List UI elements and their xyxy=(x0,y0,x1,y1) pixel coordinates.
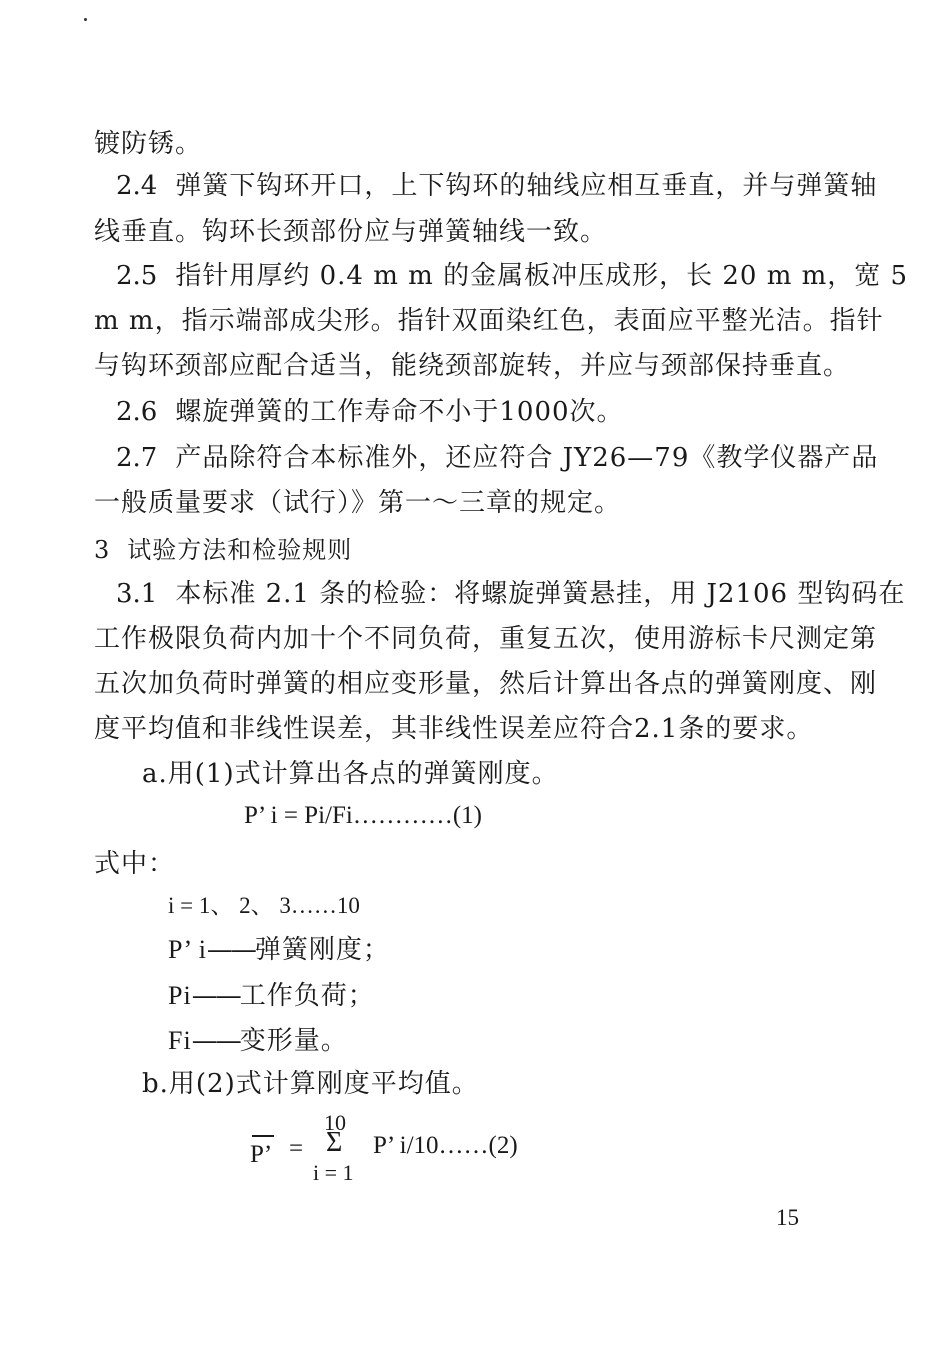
formula-2-lhs: P’ xyxy=(250,1141,273,1168)
sum-lower-limit: i = 1 xyxy=(313,1160,354,1185)
section-title: 试验方法和检验规则 xyxy=(127,536,353,564)
variable: P’ i xyxy=(168,935,207,964)
section-text: 弹簧下钩环开口，上下钩环的轴线应相互垂直，并与弹簧轴 xyxy=(175,171,878,201)
dash: —— xyxy=(191,981,240,1011)
section-2-4-line-1 xyxy=(116,170,877,202)
section-number: 2.7 xyxy=(116,443,158,473)
section-2-5-line-3: 与钩环颈部应配合适当，能绕颈部旋转，并应与颈部保持垂直。 xyxy=(94,351,851,381)
section-2-6-line-1 xyxy=(116,396,624,428)
section-3-1-line-4: 度平均值和非线性误差，其非线性误差应符合2.1条的要求。 xyxy=(94,714,814,744)
section-number: 3 xyxy=(94,536,110,564)
section-number: 3.1 xyxy=(116,579,158,609)
section-text: 指针用厚约 0.4 m m 的金属板冲压成形，长 20 m m，宽 5 xyxy=(175,261,909,291)
formula-2-rhs: P’ i/10……(2) xyxy=(373,1132,518,1159)
item-b: b.用(2)式计算刚度平均值。 xyxy=(142,1069,479,1099)
dash: —— xyxy=(191,1026,240,1056)
section-2-5-line-2: m m，指示端部成尖形。指针双面染红色，表面应平整光洁。指针 xyxy=(94,306,884,336)
variable: Pi xyxy=(168,981,192,1010)
section-number: 2.4 xyxy=(116,171,158,201)
scan-speck xyxy=(84,18,87,21)
section-2-7-line-2: 一般质量要求（试行）》第一～三章的规定。 xyxy=(94,488,622,518)
definition-text: 弹簧刚度； xyxy=(254,935,390,965)
sum-symbol: Σ xyxy=(326,1127,343,1158)
section-number: 2.5 xyxy=(116,261,158,291)
variable: Fi xyxy=(168,1026,192,1055)
average-overbar xyxy=(252,1135,274,1137)
definition-i: i = 1、 2、 3……10 xyxy=(168,893,360,918)
section-2-5-line-1 xyxy=(116,260,908,292)
definition-pi xyxy=(168,980,375,1012)
text-line: 镀防锈。 xyxy=(94,129,203,159)
section-number: 2.6 xyxy=(116,397,158,427)
section-text: 本标准 2.1 条的检验：将螺旋弹簧悬挂，用 J2106 型钩码在 xyxy=(175,579,906,609)
section-3-1-line-1 xyxy=(116,578,905,610)
definition-fi xyxy=(168,1025,348,1057)
section-3-1-line-3: 五次加负荷时弹簧的相应变形量，然后计算出各点的弹簧刚度、刚 xyxy=(94,669,878,699)
section-text: 螺旋弹簧的工作寿命不小于1000次。 xyxy=(175,397,624,427)
section-3-heading xyxy=(94,534,352,566)
section-text: 产品除符合本标准外，还应符合 JY26—79《教学仪器产品 xyxy=(175,443,879,473)
definition-text: 变形量。 xyxy=(239,1026,348,1056)
formula-1: P’ i = Pi/Fi…………(1) xyxy=(244,802,482,829)
sum-upper-limit: 10 xyxy=(324,1110,346,1135)
where-label: 式中： xyxy=(94,849,176,879)
page-number: 15 xyxy=(776,1205,799,1230)
formula-2-equals: = xyxy=(289,1135,304,1162)
dash: —— xyxy=(206,935,255,965)
section-2-7-line-1 xyxy=(116,442,878,474)
definition-p-prime xyxy=(168,934,390,966)
definition-text: 工作负荷； xyxy=(239,981,375,1011)
item-a: a.用(1)式计算出各点的弹簧刚度。 xyxy=(142,759,559,789)
section-2-4-line-2: 线垂直。钩环长颈部份应与弹簧轴线一致。 xyxy=(94,217,608,247)
section-3-1-line-2: 工作极限负荷内加十个不同负荷，重复五次，使用游标卡尺测定第 xyxy=(94,624,878,654)
